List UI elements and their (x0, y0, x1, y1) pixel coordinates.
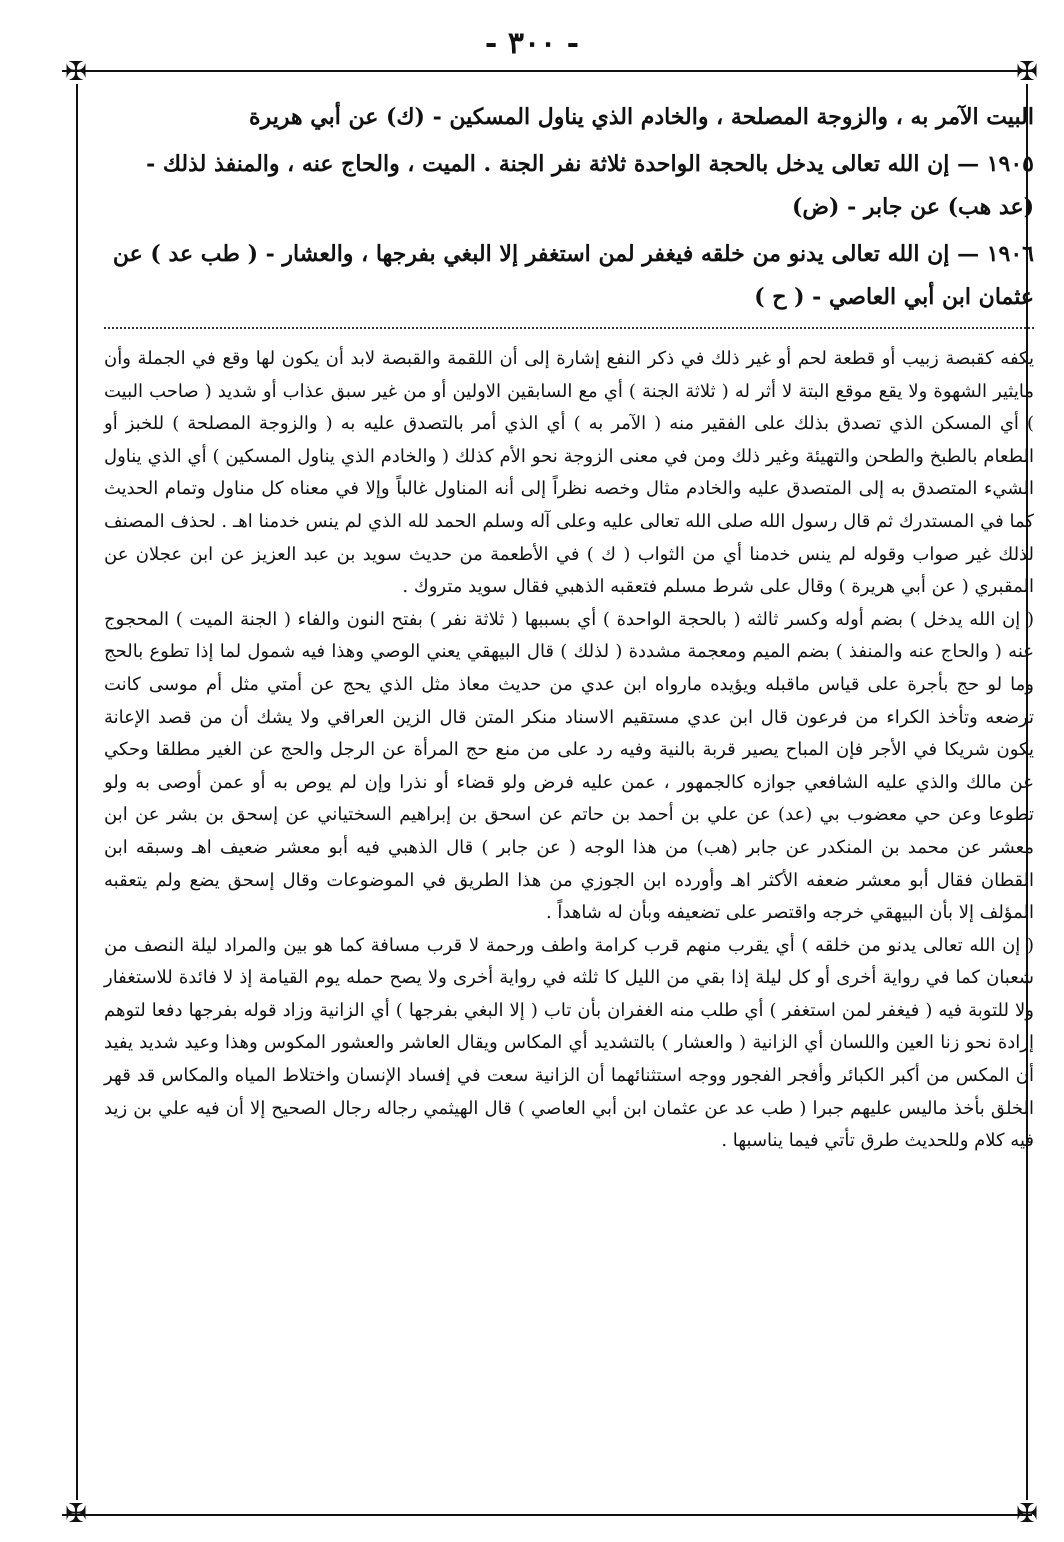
commentary-paragraph (104, 604, 1034, 930)
commentary-section (104, 343, 1034, 1158)
hadith-line: ١٩٠٥ — إن الله تعالى يدخل بالحجة الواحدة ثلاثة نفر الجنة . الميت ، والحاج عنه ، والمنفذ لذلك - (146, 151, 1034, 177)
dotted-divider (104, 327, 1034, 329)
hadith-line: (عد هب) عن جابر - (ض) (792, 194, 1034, 220)
top-border (62, 70, 1032, 72)
page-number: - ٣٠٠ - (484, 26, 580, 61)
commentary-line: ( إن الله يدخل ) بضم أوله وكسر ثالثه ( بالحجة الواحدة ) أي بسببها ( ثلاثة نفر ) بفتح النون والفاء (290, 608, 1034, 630)
commentary-line: نظراً إلى أنه المناول غالباً وإلا في معناه كل مناول وتمام الحديث كما في المستدرك ثم قال رسول الله صلى الله تعالى (104, 478, 1034, 532)
commentary-line: عليه وعلى آله وسلم الحمد لله الذي لم ينس خدمنا اهـ . لحذف المصنف لذلك غير صواب وقوله لم ينس خدمنا أي من (104, 510, 1034, 565)
commentary-line: الأكثر اهـ وأورده ابن الجوزي من هذا الطريق في الموضوعات وقال إسحق يضع ولم يتعقبه المؤلف إلا بأن البيهقي (104, 869, 1034, 924)
commentary-line: من منع حج المرأة عن الرجل والحج عن الغير مطلقا وحكي عن مالك والذي عليه الشافعي جوازه كالجمهور ، عمن (104, 739, 1035, 793)
commentary-line: ليلة النصف من شعبان كما في رواية أخرى أو كل ليلة إذا بقي من الليل كا ثلثه في رواية أخرى ولا يصح حمله يوم القيامة (104, 934, 1034, 989)
commentary-line: ويقال العاشر والعشور المكوس وهذا وعيد شديد يفيد أن المكس من أكبر الكبائر وأفجر الفجور ووجه استثنائهما (104, 1032, 1034, 1087)
commentary-line: أحمد بن حاتم عن اسحق بن إبراهيم السختياني عن إسحق بن بشر عن ابن معشر عن محمد بن المنكدر عن جابر (هب) (104, 804, 1034, 858)
hadith-continuation (104, 96, 1034, 139)
left-border (76, 84, 78, 1500)
commentary-line: يكفه كقبصة زبيب أو قطعة لحم أو غير ذلك في ذكر النفع إشارة إلى أن اللقمة والقبصة لابد أن يكون لها وقع (215, 348, 1034, 369)
commentary-line: مثل الذي يحج عن أمتي مثل أم موسى كانت ترضعه وتأخذ الكراء من فرعون قال ابن عدي مستقيم الاسناد منكر (104, 673, 1034, 728)
commentary-line: من هذا الوجه ( عن جابر ) قال الذهبي فيه أبو معشر ضعيف اهـ وسبقه ابن القطان فقال أبو معشر ضعفه (104, 836, 1034, 891)
commentary-line: أن الزانية سعت في إفساد الإنسان واختلاط المياه والمكاس قد قهر الخلق بأخذ ماليس عليهم جبرا ( طب عد عن عثمان (104, 1065, 1035, 1119)
corner-ornament-icon: ✠ (1016, 57, 1038, 87)
commentary-line: ( الجنة الميت ) المحجوج عنه ( والحاج عنه والمنفذ ) بضم الميم ومعجمة مشددة ( لذلك ) قال البيهقي يعني الوصي (104, 608, 1034, 663)
commentary-line: المتن قال الزين العراقي ولا يشك أن من قصد الإعانة يكون شريكا في الأجر فإن المباح يصير قربة بالنية وفيه رد على (104, 706, 1034, 761)
page-content (104, 96, 1034, 1158)
hadith-line: عثمان ابن أبي العاصي - ( ح ) (754, 284, 1034, 310)
hadith-1905 (104, 143, 1034, 229)
hadith-line: البيت الآمر به ، والزوجة المصلحة ، والخادم الذي يناول المسكين - (ك) عن أبي هريرة (249, 104, 1034, 130)
commentary-line: وهذا فيه شمول لما إذا تطوع بالحج وما لو حج بأجرة على قياس ماقبله ويؤيده مارواه ابن عدي من حديث معاذ (104, 641, 1035, 695)
hadith-section (104, 96, 1034, 319)
commentary-line: الزانية وزاد قوله بفرجها دفعا لتوهم إرادة نحو زنا العين واللسان أي الزانية ( والعشار ) بالتشديد أي المكاس (104, 999, 1034, 1054)
commentary-line: إذ لا فائدة للاستغفار ولا للتوبة فيه ( فيغفر لمن استغفر ) أي طلب منه الغفران بأن تاب ( إلا البغي بفرجها ) أي (104, 967, 1034, 1021)
commentary-line: ابن أبي العاصي ) قال الهيثمي رجاله رجال الصحيح إلا أن فيه علي بن زيد فيه كلام وللحديث طرق تأتي فيما يناسبها . (104, 1097, 1034, 1152)
commentary-line: شرط مسلم فتعقبه الذهبي فقال سويد متروك . (402, 576, 754, 598)
hadith-line: ١٩٠٦ — إن الله تعالى يدنو من خلقه فيغفر لمن استغفر إلا البغي بفرجها ، والعشار - ( طب عد ) عن (112, 241, 1034, 267)
corner-ornament-icon: ✠ (65, 1499, 87, 1529)
corner-ornament-icon: ✠ (65, 57, 87, 87)
commentary-paragraph (104, 930, 1034, 1158)
bottom-border (62, 1514, 1032, 1516)
commentary-line: خرجه واقتصر على تضعيفه وبأن له شاهداً . (545, 902, 865, 924)
commentary-line: الثواب ( ك ) في الأطعمة من حديث سويد بن عبد العزيز عن ابن عجلان عن المقبري ( عن أبي هريرة ) وقال على (104, 543, 1034, 598)
commentary-line: ( إن الله تعالى يدنو من خلقه ) أي يقرب منهم قرب كرامة واطف ورحمة لا قرب مسافة كما هو بين والمراد (217, 934, 1034, 956)
commentary-paragraph (104, 343, 1034, 604)
corner-ornament-icon: ✠ (1016, 1499, 1038, 1529)
commentary-line: في الجملة وأن مايثير الشهوة ولا يقع موقع البتة لا أثر له ( ثلاثة الجنة ) أي مع السابقين الاولين أو من غير سبق (104, 348, 1034, 402)
commentary-line: عذاب أو شديد ( صاحب البيت ) أي المسكن الذي تصدق بذلك على الفقير منه ( الآمر به ) أي الذي أمر بالتصدق (104, 380, 1035, 435)
commentary-line: كذلك ( والخادم الذي يناول المسكين ) أي الذي يناول الشيء المتصدق به إلى المتصدق عليه والخادم مثال وخصه (104, 445, 1034, 500)
hadith-1906 (104, 233, 1034, 319)
commentary-line: عليه فرض ولو قضاء أو نذرا وإن لم يوص به أو عمن أوصى به ولو تطوعا وعن حي معضوب بي (عد) عن علي بن (104, 771, 1035, 826)
commentary-line: عليه به ( والزوجة المصلحة ) للخبز أو الطعام بالطبخ والطحن والتهيئة وغير ذلك ومن في معنى الزوجة نحو الأم (104, 413, 1034, 467)
